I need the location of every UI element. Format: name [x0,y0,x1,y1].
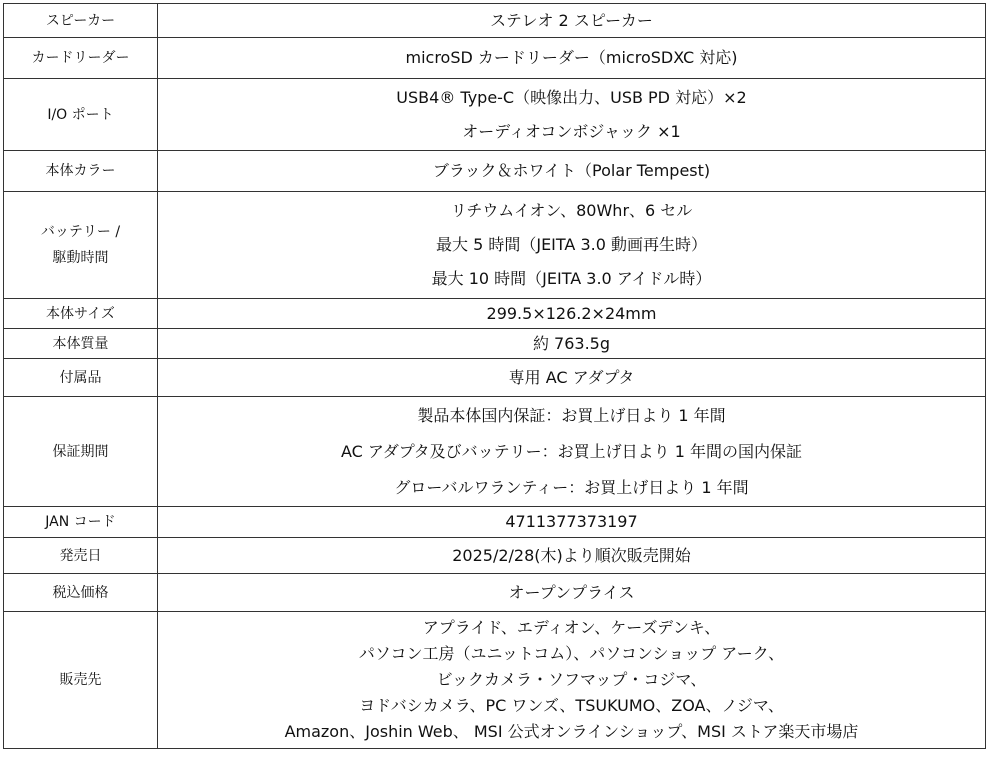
table-row [4,507,986,538]
row-label: I/O ポート [4,79,158,151]
value-line: ヨドバシカメラ、PC ワンズ、TSUKUMO、ZOA、ノジマ、 [359,696,784,715]
row-label: JAN コード [4,507,158,538]
table-row [4,299,986,329]
row-label: 付属品 [4,359,158,397]
row-label-line: バッテリー / [40,224,121,240]
value-line: アプライド、エディオン、ケーズデンキ、 [422,618,721,637]
value-line: AC アダプタ及びバッテリー：お買上げ日より 1 年間の国内保証 [340,441,803,461]
row-label: 本体サイズ [4,299,158,329]
row-label: カードリーダー [4,38,158,79]
row-value [158,574,986,612]
value-line: 4711377373197 [505,512,638,531]
row-label: スピーカー [4,4,158,38]
value-line: ビックカメラ・ソフマップ・コジマ、 [436,670,707,689]
row-value [158,612,986,749]
value-line: USB4® Type-C（映像出力、USB PD 対応）×2 [396,87,747,107]
table-row [4,359,986,397]
value-line: Amazon、Joshin Web、 MSI 公式オンラインショップ、MSI ストア楽天市場店 [284,722,859,741]
table-row [4,151,986,192]
row-value [158,151,986,192]
value-line: ステレオ 2 スピーカー [490,11,653,30]
table-row [4,4,986,38]
table-row [4,79,986,151]
row-value [158,4,986,38]
table-row [4,38,986,79]
value-line: グローバルワランティー：お買上げ日より 1 年間 [394,477,749,497]
row-value [158,79,986,151]
row-value [158,192,986,299]
value-line: オーディオコンボジャック ×1 [462,121,681,141]
table-row [4,612,986,749]
value-line: 2025/2/28(木)より順次販売開始 [452,546,691,565]
spec-table [3,3,986,749]
row-label-line: 駆動時間 [52,250,109,266]
table-row [4,538,986,574]
row-value [158,397,986,507]
value-line: 最大 10 時間（JEITA 3.0 アイドル時） [431,269,712,288]
value-line: 最大 5 時間（JEITA 3.0 動画再生時） [436,235,707,254]
table-row [4,574,986,612]
value-line: microSD カードリーダー（microSDXC 対応) [405,48,738,67]
row-label: 本体カラー [4,151,158,192]
value-line: 約 763.5g [532,334,611,353]
table-row [4,397,986,507]
value-line: 製品本体国内保証：お買上げ日より 1 年間 [417,405,726,425]
row-label: 税込価格 [4,574,158,612]
row-label: 本体質量 [4,329,158,359]
table-row [4,329,986,359]
value-line: オープンプライス [508,583,635,602]
row-label: 発売日 [4,538,158,574]
value-line: パソコン工房（ユニットコム）、パソコンショップ アーク、 [358,644,785,663]
row-value [158,299,986,329]
row-value [158,538,986,574]
row-label: 保証期間 [4,397,158,507]
value-line: 299.5×126.2×24mm [486,304,657,323]
row-value [158,38,986,79]
row-label: 販売先 [4,612,158,749]
value-line: 専用 AC アダプタ [508,368,635,387]
row-value [158,359,986,397]
row-value [158,329,986,359]
row-value [158,507,986,538]
table-row [4,192,986,299]
value-line: ブラック＆ホワイト（Polar Tempest) [432,161,711,180]
row-label [4,192,158,299]
value-line: リチウムイオン、80Whr、6 セル [450,201,693,220]
